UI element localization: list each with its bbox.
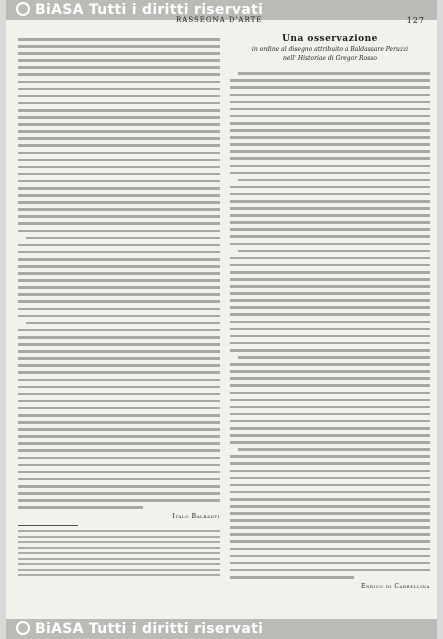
- scanned-page: [6, 0, 437, 639]
- text-line: [18, 350, 220, 353]
- text-line: [18, 45, 220, 48]
- text-line: [230, 79, 430, 82]
- footnote-line: [18, 536, 220, 538]
- text-line: [230, 576, 354, 579]
- text-line: [26, 237, 220, 240]
- text-line: [230, 292, 430, 295]
- text-line: [18, 251, 220, 254]
- text-line: [18, 59, 220, 62]
- text-line: [230, 257, 430, 260]
- watermark-bottom: [6, 619, 437, 639]
- text-line: [230, 441, 430, 444]
- text-line: [18, 173, 220, 176]
- text-line: [18, 244, 220, 247]
- text-line: [230, 519, 430, 522]
- text-line: [18, 194, 220, 197]
- text-line: [230, 108, 430, 111]
- text-line: [238, 250, 430, 253]
- text-line: [18, 38, 220, 41]
- text-line: [230, 526, 430, 529]
- text-line: [18, 407, 220, 410]
- biasa-logo-icon: [16, 621, 30, 635]
- text-line: [230, 165, 430, 168]
- text-line: [18, 95, 220, 98]
- footnote-line: [18, 569, 220, 571]
- text-line: [230, 150, 430, 153]
- text-line: [18, 279, 220, 282]
- text-line: [18, 336, 220, 339]
- text-line: [18, 379, 220, 382]
- text-line: [230, 491, 430, 494]
- text-line: [18, 166, 220, 169]
- text-line: [230, 264, 430, 267]
- text-line: [18, 222, 220, 225]
- text-line: [238, 72, 430, 75]
- text-line: [230, 462, 430, 465]
- text-line: [26, 322, 220, 325]
- text-line: [230, 200, 430, 203]
- text-line: [230, 555, 430, 558]
- text-line: [238, 356, 430, 359]
- text-line: [230, 214, 430, 217]
- running-head: [6, 14, 437, 28]
- page-folio: 127: [406, 16, 425, 25]
- text-line: [230, 392, 430, 395]
- text-line: [18, 180, 220, 183]
- article-author-line: nell' Historiae di Gregor Rosso: [283, 55, 377, 63]
- right-column: [230, 32, 430, 595]
- text-line: [230, 498, 430, 501]
- text-line: [238, 448, 430, 451]
- text-line: [230, 533, 430, 536]
- text-line: [18, 428, 220, 431]
- text-line: [18, 187, 220, 190]
- right-signature: Enrico di Carbellina: [360, 583, 430, 591]
- text-line: [18, 442, 220, 445]
- text-line: [18, 130, 220, 133]
- text-line: [230, 172, 430, 175]
- text-line: [18, 66, 220, 69]
- text-line: [230, 271, 430, 274]
- footnote-line: [18, 574, 220, 576]
- text-line: [18, 357, 220, 360]
- text-line: [18, 123, 220, 126]
- text-line: [18, 371, 220, 374]
- text-line: [230, 370, 430, 373]
- text-line: [230, 186, 430, 189]
- left-signature: Italo Balbanti: [172, 513, 220, 521]
- text-line: [230, 349, 430, 352]
- text-line: [230, 484, 430, 487]
- text-line: [230, 377, 430, 380]
- footnote-line: [18, 552, 220, 554]
- left-column: [18, 32, 220, 580]
- text-line: [230, 548, 430, 551]
- watermark-text: BiASA Tutti i diritti riservati: [35, 621, 264, 637]
- text-line: [230, 157, 430, 160]
- text-line: [230, 313, 430, 316]
- text-line: [18, 102, 220, 105]
- footnote-line: [18, 547, 220, 549]
- text-line: [230, 321, 430, 324]
- text-line: [230, 427, 430, 430]
- text-line: [230, 477, 430, 480]
- text-line: [230, 420, 430, 423]
- text-line: [230, 384, 430, 387]
- text-line: [18, 364, 220, 367]
- text-line: [230, 129, 430, 132]
- text-line: [18, 478, 220, 481]
- text-line: [18, 272, 220, 275]
- footnote-line: [18, 558, 220, 560]
- text-line: [230, 569, 430, 572]
- text-line: [230, 207, 430, 210]
- text-line: [18, 400, 220, 403]
- text-line: [230, 455, 430, 458]
- text-line: [230, 342, 430, 345]
- text-line: [18, 506, 143, 509]
- text-line: [18, 471, 220, 474]
- text-line: [230, 505, 430, 508]
- text-line: [230, 235, 430, 238]
- text-line: [18, 73, 220, 76]
- text-line: [230, 434, 430, 437]
- text-line: [18, 457, 220, 460]
- text-line: [230, 299, 430, 302]
- text-line: [230, 413, 430, 416]
- text-line: [230, 285, 430, 288]
- article-title: Una osservazione: [282, 34, 378, 44]
- text-line: [18, 421, 220, 424]
- text-line: [230, 512, 430, 515]
- text-line: [18, 386, 220, 389]
- text-line: [18, 109, 220, 112]
- text-line: [18, 329, 220, 332]
- text-line: [230, 221, 430, 224]
- text-line: [230, 406, 430, 409]
- text-line: [230, 94, 430, 97]
- text-line: [18, 293, 220, 296]
- text-line: [230, 136, 430, 139]
- text-line: [18, 343, 220, 346]
- text-line: [18, 308, 220, 311]
- text-line: [230, 143, 430, 146]
- text-line: [18, 52, 220, 55]
- text-line: [18, 464, 220, 467]
- text-line: [18, 116, 220, 119]
- text-line: [18, 414, 220, 417]
- text-line: [18, 159, 220, 162]
- text-line: [18, 265, 220, 268]
- text-line: [230, 278, 430, 281]
- text-line: [230, 562, 430, 565]
- text-line: [18, 81, 220, 84]
- text-line: [230, 335, 430, 338]
- text-line: [230, 363, 430, 366]
- footnote-line: [18, 530, 220, 532]
- text-line: [230, 399, 430, 402]
- footnote-rule: [18, 525, 78, 526]
- text-line: [230, 122, 430, 125]
- text-line: [18, 258, 220, 261]
- text-line: [18, 208, 220, 211]
- watermark-text: BiASA Tutti i diritti riservati: [35, 2, 264, 18]
- text-line: [18, 393, 220, 396]
- text-line: [230, 470, 430, 473]
- text-line: [238, 179, 430, 182]
- text-line: [230, 306, 430, 309]
- text-line: [18, 315, 220, 318]
- text-line: [18, 492, 220, 495]
- footnote-line: [18, 541, 220, 543]
- text-line: [230, 328, 430, 331]
- text-line: [18, 485, 220, 488]
- running-head-title: RASSEGNA D'ARTE: [176, 16, 263, 24]
- text-line: [18, 201, 220, 204]
- text-line: [18, 88, 220, 91]
- text-line: [18, 144, 220, 147]
- text-line: [18, 499, 220, 502]
- text-line: [230, 86, 430, 89]
- text-line: [18, 230, 220, 233]
- text-line: [230, 193, 430, 196]
- text-line: [18, 215, 220, 218]
- article-subtitle: in ordine al disegno attribuito a Baldassare Peruzzi: [251, 46, 409, 54]
- text-line: [230, 540, 430, 543]
- text-line: [230, 101, 430, 104]
- text-line: [18, 435, 220, 438]
- text-line: [18, 137, 220, 140]
- text-line: [18, 300, 220, 303]
- text-line: [18, 449, 220, 452]
- text-line: [18, 286, 220, 289]
- text-line: [18, 152, 220, 155]
- text-line: [230, 243, 430, 246]
- text-line: [230, 115, 430, 118]
- footnote-line: [18, 563, 220, 565]
- text-line: [230, 228, 430, 231]
